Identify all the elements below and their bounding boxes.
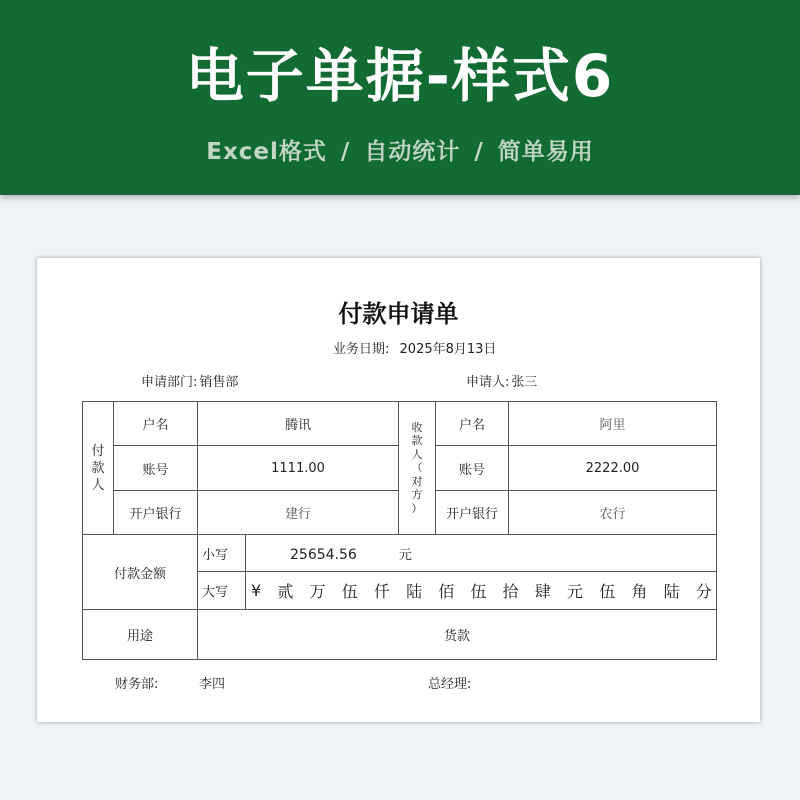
amount-unit: 元 — [398, 547, 412, 563]
date-value: 2025年8月13日 — [399, 342, 497, 357]
table-row — [83, 402, 717, 446]
small-amount-value: 25654.56 — [290, 546, 357, 563]
applicant-line — [466, 374, 537, 392]
payee-header-cell — [399, 402, 436, 535]
document-title: 付款申请单 — [338, 300, 459, 328]
dept-line — [141, 374, 238, 392]
payee-account-value: 2222.00 — [509, 446, 717, 491]
applicant-label: 申请人: — [466, 375, 510, 390]
payee-name-label: 户名 — [436, 402, 509, 446]
separator: / — [340, 139, 351, 165]
big-amount-char: 伍 — [470, 582, 487, 601]
finance-value: 李四 — [199, 677, 226, 692]
applicant-value: 张三 — [511, 375, 538, 390]
big-amount-char: 万 — [309, 582, 326, 601]
small-amount-cell — [246, 535, 717, 572]
header-banner — [0, 0, 800, 195]
date-line — [333, 341, 496, 359]
big-amount-char: ¥ — [251, 581, 262, 600]
big-amount-char: 仟 — [373, 582, 390, 601]
payment-form-table — [82, 401, 717, 660]
big-amount-char: 角 — [631, 582, 648, 601]
banner-subtitle — [0, 134, 800, 170]
payer-header-cell — [83, 402, 114, 535]
payee-header: 收 款 人 （ 对 方 ） — [411, 420, 423, 515]
feature-auto: 自动统计 — [364, 139, 461, 165]
big-amount-char: 陆 — [406, 582, 423, 601]
big-amount-char: 伍 — [341, 582, 358, 601]
document-sheet — [37, 258, 760, 722]
big-amount-char: 元 — [567, 582, 584, 601]
big-amount-char: 肆 — [534, 582, 551, 601]
payer-bank-value: 建行 — [198, 491, 399, 535]
big-amount-label: 大写 — [198, 572, 246, 610]
payee-bank-label: 开户银行 — [436, 491, 509, 535]
finance-label: 财务部: — [115, 677, 159, 692]
dept-value: 销售部 — [199, 375, 239, 390]
payer-bank-label: 开户银行 — [114, 491, 198, 535]
feature-easy: 简单易用 — [497, 139, 594, 165]
big-amount-cell — [246, 572, 717, 610]
big-amount-chars — [246, 579, 716, 602]
big-amount-char: 佰 — [438, 582, 455, 601]
big-amount-char: 拾 — [502, 582, 519, 601]
dept-label: 申请部门: — [141, 375, 198, 390]
gm-label: 总经理: — [428, 677, 472, 692]
big-amount-char: 陆 — [663, 582, 680, 601]
big-amount-char: 分 — [695, 582, 712, 601]
payer-name-label: 户名 — [114, 402, 198, 446]
table-row — [83, 535, 717, 572]
feature-excel: Excel格式 — [206, 139, 327, 165]
payee-account-label: 账号 — [436, 446, 509, 491]
separator: / — [474, 139, 484, 165]
big-amount-char: 伍 — [599, 582, 616, 601]
payer-account-label: 账号 — [114, 446, 198, 491]
payer-name-value: 腾讯 — [198, 402, 399, 446]
banner-title: 电子单据-样式6 — [185, 42, 615, 110]
payee-name-value: 阿里 — [509, 402, 717, 446]
purpose-value: 货款 — [198, 610, 717, 660]
small-amount-label: 小写 — [198, 535, 246, 572]
big-amount-char: 贰 — [277, 582, 294, 601]
payer-account-value: 1111.00 — [198, 446, 399, 491]
table-row — [83, 610, 717, 660]
date-label: 业务日期: — [333, 342, 390, 357]
purpose-label: 用途 — [83, 610, 198, 660]
payee-bank-value: 农行 — [509, 491, 717, 535]
amount-label: 付款金额 — [83, 535, 198, 610]
payer-header: 付 款 人 — [91, 443, 105, 493]
